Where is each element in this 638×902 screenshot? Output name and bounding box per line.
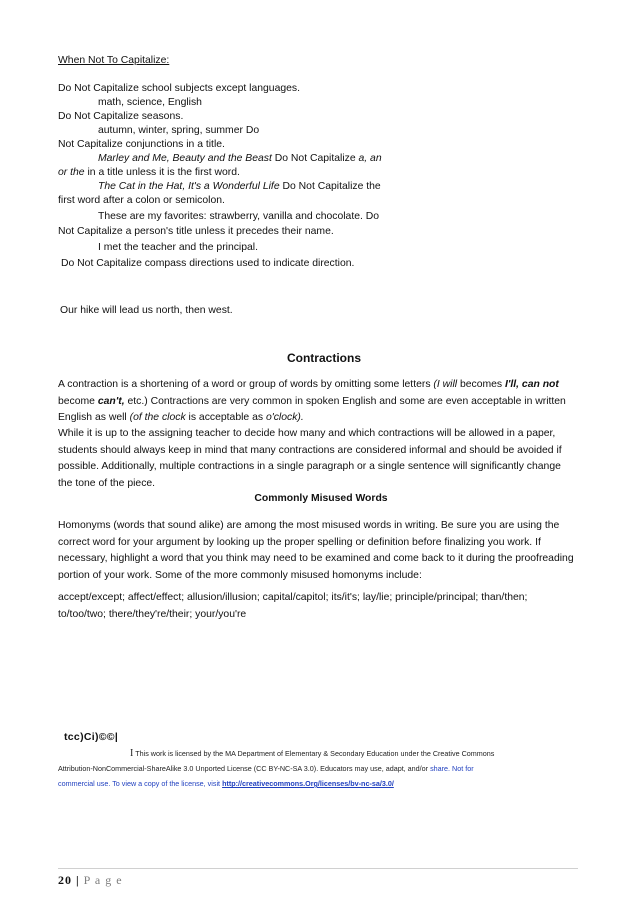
license-share-text: share. Not for xyxy=(430,764,474,773)
paragraph-text: A contraction is a shortening of a word or group of words by omitting some letters xyxy=(58,379,434,390)
example-word: the xyxy=(70,167,85,178)
page-footer xyxy=(58,873,123,888)
license-text: This work is licensed by the MA Department of Elementary & Secondary Education under the Creative Commons xyxy=(133,749,495,758)
misused-paragraph: Homonyms (words that sound alike) are among the most misused words in writing. Be sure you are using the correct word for your argument by looking up the proper spelling or definition before finalizing you work. If necessary, highlight a word that you think may need to be examined and come back to it during the proofreading portion of your work. Some of the more commonly misused homonyms include: xyxy=(58,520,574,581)
paragraph-text: become xyxy=(58,395,98,407)
example-phrase: (of the clock xyxy=(129,412,186,423)
page-separator: | xyxy=(72,873,84,887)
example-phrase: (I will xyxy=(433,379,458,390)
rule-text: Do Not Capitalize xyxy=(271,153,359,164)
rule-line xyxy=(58,166,240,180)
license-text: commercial use. To view a copy of the license, visit xyxy=(58,779,223,788)
paragraph-text: is acceptable as xyxy=(185,412,266,423)
misused-heading: Commonly Misused Words xyxy=(254,493,388,504)
contractions-paragraph-2: While it is up to the assigning teacher to decide how many and which contractions will be allowed in a paper, students should always keep in mind that many contractions are considered informal and should be avoided if possible. Additionally, multiple contractions in a single paragraph or a single sentence will significantly change the tone of the piece. xyxy=(58,428,562,489)
example-contraction: o'clock). xyxy=(265,412,304,423)
example-word: or xyxy=(58,167,71,178)
license-line xyxy=(130,749,494,759)
example-line: These are my favorites: strawberry, vanilla and chocolate. Do xyxy=(98,211,380,222)
license-line xyxy=(58,779,394,789)
example-line: math, science, English xyxy=(98,97,202,108)
license-line xyxy=(58,764,474,774)
example-title: Marley and Me, Beauty and the Beast xyxy=(98,153,272,164)
section-title: When Not To Capitalize: xyxy=(58,55,170,66)
license-link[interactable]: http://creativecommons.Org/licenses/bv-nc-sa/3.0/ xyxy=(222,779,394,788)
rule-line: first word after a colon or semicolon. xyxy=(58,195,225,206)
paragraph-text: etc.) Contractions are very common in spoken English and some are even acceptable in written English as well xyxy=(58,395,566,423)
rule-text: Do Not Capitalize the xyxy=(279,181,381,192)
rule-line: Do Not Capitalize school subjects except languages. xyxy=(58,83,301,94)
rule-line: Do Not Capitalize seasons. xyxy=(58,111,184,122)
rule-text: in a title unless it is the first word. xyxy=(84,167,240,178)
license-text: Attribution-NonCommercial-ShareAlike 3.0 Unported License (CC BY-NC-SA 3.0). Educators may use, adapt, and/or xyxy=(58,764,431,773)
rule-line: Not Capitalize conjunctions in a title. xyxy=(58,139,225,150)
example-word: a, an xyxy=(358,153,382,164)
example-line: Our hike will lead us north, then west. xyxy=(60,305,233,316)
page-number: 20 xyxy=(58,873,72,887)
license-bar: I xyxy=(130,748,134,759)
homonym-list: accept/except; affect/effect; allusion/illusion; capital/capitol; its/it's; lay/lie; principle/principal; than/then; to/too/two; there/they're/their; your/you're xyxy=(58,592,528,620)
footer-divider xyxy=(58,868,578,869)
rule-line: Not Capitalize a person's title unless it precedes their name. xyxy=(58,226,334,237)
paragraph-text: becomes xyxy=(457,379,506,390)
page-label: P a g e xyxy=(83,873,123,887)
example-contraction: can't, xyxy=(97,395,125,407)
contractions-paragraph xyxy=(58,377,578,427)
example-line: autumn, winter, spring, summer Do xyxy=(98,125,260,136)
example-line: I met the teacher and the principal. xyxy=(98,242,258,253)
cc-license-logo: tcc)Ci)©©| xyxy=(64,731,119,743)
example-title: The Cat in the Hat, It's a Wonderful Life xyxy=(98,181,280,192)
contractions-heading: Contractions xyxy=(286,351,361,365)
example-line xyxy=(98,180,381,194)
rule-line: Do Not Capitalize compass directions used to indicate direction. xyxy=(61,258,355,269)
example-contraction: I'll, can not xyxy=(505,379,559,390)
example-line xyxy=(98,152,382,166)
